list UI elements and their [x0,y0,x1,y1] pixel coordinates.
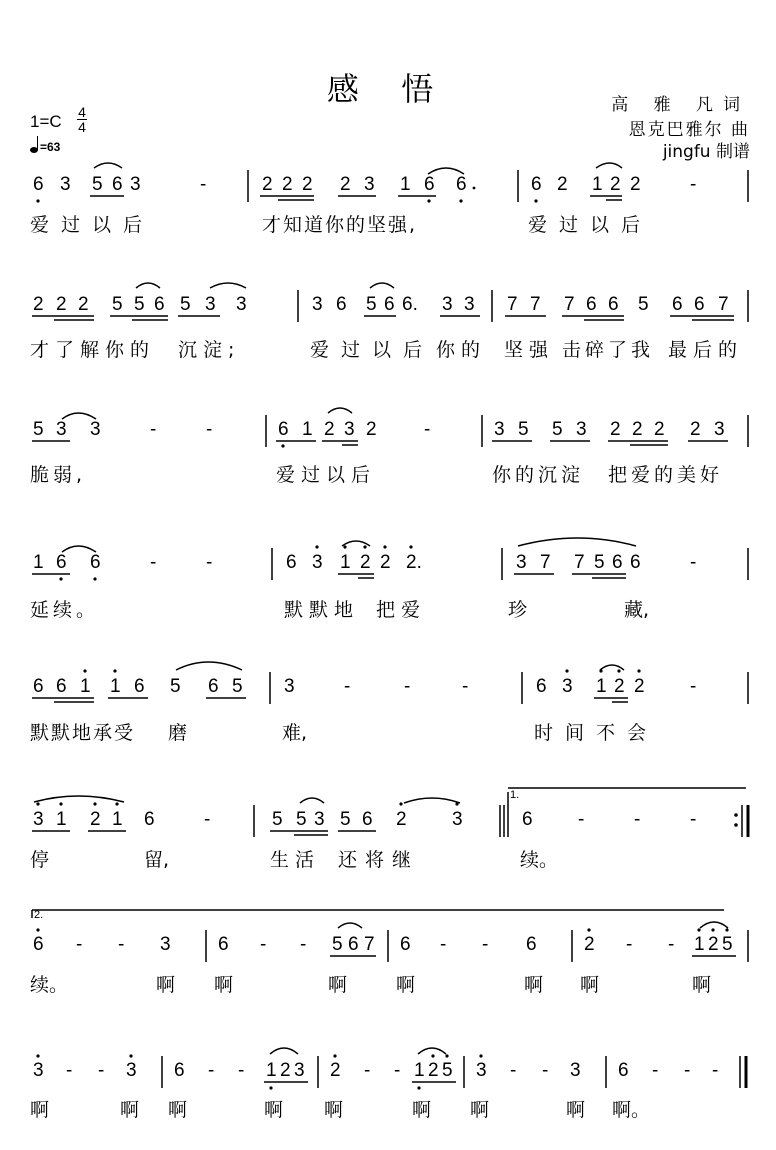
svg-text:-: - [344,676,351,697]
lyric: 啊 [580,974,600,996]
svg-text:-: - [150,552,157,573]
svg-text:2: 2 [78,294,89,315]
svg-text:6: 6 [56,552,67,573]
svg-text:-: - [300,934,307,955]
lyrics-line-1 [0,210,776,240]
svg-text:-: - [118,934,125,955]
svg-text:5: 5 [180,294,191,315]
svg-text:2: 2 [396,809,407,830]
svg-text:6: 6 [33,676,44,697]
svg-text:2: 2 [708,934,719,955]
svg-text:5: 5 [594,552,605,573]
lyric: 脆弱, [30,464,87,486]
svg-text:1: 1 [414,1060,425,1081]
svg-text:-: - [394,1060,401,1081]
svg-text:6: 6 [33,934,44,955]
lyric: 还将继 [338,849,420,871]
svg-text:3: 3 [284,676,295,697]
svg-text:5: 5 [518,419,529,440]
svg-text:-: - [684,1060,691,1081]
lyric: 爱过以后 [528,214,653,236]
svg-text:2: 2 [360,552,371,573]
svg-text:3: 3 [476,1060,487,1081]
lyric: 难, [282,722,308,744]
svg-text:3: 3 [562,676,573,697]
lyric: 击碎了我 [562,339,655,361]
composer-credit: 恩克巴雅尔 曲 [628,120,750,140]
time-signature-top: 4 [78,104,86,120]
lyrics-line-7 [0,970,776,1000]
svg-text:-: - [690,174,697,195]
time-signature-bottom: 4 [78,119,86,135]
svg-text:6: 6 [154,294,165,315]
lyric: 啊 [214,974,234,996]
svg-text:6: 6 [362,809,373,830]
svg-text:7: 7 [564,294,575,315]
svg-text:1: 1 [302,419,313,440]
svg-text:3: 3 [126,1060,137,1081]
svg-text:-: - [98,1060,105,1081]
svg-text:6: 6 [144,809,155,830]
score-line-2 [0,280,776,325]
svg-text:2: 2 [366,419,377,440]
svg-text:-: - [634,809,641,830]
svg-text:1: 1 [340,552,351,573]
svg-text:-: - [482,934,489,955]
svg-text:1: 1 [112,809,123,830]
svg-text:5: 5 [366,294,377,315]
svg-text:3: 3 [90,419,101,440]
svg-text:5: 5 [552,419,563,440]
svg-text:-: - [440,934,447,955]
svg-text:-: - [542,1060,549,1081]
svg-text:5: 5 [722,934,733,955]
svg-text:-: - [690,809,697,830]
score-line-7 [0,910,776,958]
lyric: 啊 [566,1099,586,1121]
svg-text:2: 2 [630,174,641,195]
svg-text:-: - [66,1060,73,1081]
svg-text:-: - [578,809,585,830]
svg-text:3: 3 [33,1060,44,1081]
quarter-note-icon [30,147,38,153]
key-signature: 1=C [30,112,62,131]
lyric: 爱过以后 [310,339,435,361]
lyric: 爱过以后 [276,464,377,486]
svg-text:6: 6 [400,934,411,955]
lyrics-line-2 [0,335,776,365]
svg-text:2: 2 [654,419,665,440]
tempo-value: =63 [40,140,61,154]
svg-text:2: 2 [380,552,391,573]
lyric: 啊 [470,1099,490,1121]
svg-text:6: 6 [694,294,705,315]
svg-text:6: 6 [630,552,641,573]
svg-text:-: - [404,676,411,697]
lyric: 默默地 [284,599,360,621]
lyric: 才了解你的 [30,339,156,361]
lyric: 爱过以后 [30,214,155,236]
svg-text:7: 7 [574,552,585,573]
svg-text:1: 1 [56,809,67,830]
lyric: 啊 [264,1099,284,1121]
svg-text:6: 6 [90,552,101,573]
svg-text:3: 3 [344,419,355,440]
svg-text:3: 3 [56,419,67,440]
svg-text:6: 6 [348,934,359,955]
svg-text:-: - [208,1060,215,1081]
svg-text:6: 6 [531,174,542,195]
svg-text:6: 6 [112,174,123,195]
svg-text:3: 3 [516,552,527,573]
svg-text:2: 2 [33,294,44,315]
svg-text:6: 6 [522,809,533,830]
lyric: 藏, [624,599,650,621]
lyric: 啊 [412,1099,432,1121]
svg-text:-: - [668,934,675,955]
svg-text:5: 5 [134,294,145,315]
svg-text:7: 7 [540,552,551,573]
svg-text:6: 6 [208,676,219,697]
svg-text:2: 2 [610,419,621,440]
svg-text:3: 3 [33,809,44,830]
svg-text:2: 2 [282,174,293,195]
svg-text:5: 5 [442,1060,453,1081]
lyric: 生活 [270,849,321,871]
svg-text:3: 3 [314,809,325,830]
lyric: 啊 [156,974,176,996]
lyric: 啊 [524,974,544,996]
svg-text:2: 2 [56,294,67,315]
svg-text:6: 6 [384,294,395,315]
arranger-credit: jingfu 制谱 [662,142,750,162]
svg-text:5: 5 [232,676,243,697]
svg-text:6: 6 [134,676,145,697]
svg-text:3: 3 [452,809,463,830]
svg-text:3: 3 [130,174,141,195]
svg-text:2: 2 [557,174,568,195]
time-signature [76,105,88,134]
svg-text:5: 5 [638,294,649,315]
svg-text:3: 3 [494,419,505,440]
page-title: 感 悟 [326,70,450,108]
lyric: 停 [30,849,50,871]
lyric: 你的沉淀 [492,464,585,486]
lyric: 延续。 [30,599,100,621]
svg-text:6: 6 [336,294,347,315]
ending-1-label: 1. [510,789,520,801]
svg-text:6: 6 [56,676,67,697]
svg-text:7: 7 [530,294,541,315]
svg-text:5: 5 [340,809,351,830]
lyric: 最后的 [668,339,744,361]
svg-text:6: 6 [672,294,683,315]
lyric: 啊 [30,1099,50,1121]
svg-text:2.: 2. [406,552,422,573]
svg-text:-: - [260,934,267,955]
svg-text:6: 6 [33,174,44,195]
svg-text:3: 3 [442,294,453,315]
svg-text:1: 1 [110,676,121,697]
svg-text:-: - [626,934,633,955]
svg-text:6: 6 [618,1060,629,1081]
svg-text:7: 7 [364,934,375,955]
score-line-4 [0,538,776,583]
lyric: 把爱的美好 [608,464,724,486]
svg-text:5: 5 [296,809,307,830]
lyric: 啊。 [612,1099,651,1121]
svg-text:2: 2 [584,934,595,955]
svg-text:2: 2 [632,419,643,440]
lyric: 续。 [520,849,559,871]
svg-text:3: 3 [294,1060,305,1081]
svg-text:2: 2 [428,1060,439,1081]
svg-text:6.: 6. [402,294,418,315]
svg-text:1: 1 [694,934,705,955]
svg-text:3: 3 [570,1060,581,1081]
ending-2-label: 2. [34,909,44,921]
svg-text:-: - [364,1060,371,1081]
lyric: 啊 [168,1099,188,1121]
svg-text:3: 3 [312,294,323,315]
svg-text:2: 2 [610,174,621,195]
lyric: 时间不会 [534,722,659,744]
svg-text:-: - [204,809,211,830]
svg-text:2: 2 [280,1060,291,1081]
lyric: 沉淀; [178,339,241,361]
svg-text:3: 3 [236,294,247,315]
svg-text:-: - [690,552,697,573]
score-line-5 [0,662,776,707]
svg-text:2: 2 [324,419,335,440]
svg-text:6: 6 [286,552,297,573]
svg-text:6: 6 [612,552,623,573]
svg-text:5: 5 [170,676,181,697]
svg-text:3: 3 [364,174,375,195]
score-line-6 [0,790,776,835]
lyrics-line-8 [0,1095,776,1125]
svg-text:-: - [510,1060,517,1081]
svg-text:2: 2 [302,174,313,195]
svg-text:7: 7 [718,294,729,315]
lyrics-line-3 [0,460,776,490]
svg-text:3: 3 [60,174,71,195]
svg-text:1: 1 [33,552,44,573]
svg-text:1: 1 [400,174,411,195]
svg-text:5: 5 [92,174,103,195]
lyric: 啊 [396,974,416,996]
svg-text:2: 2 [330,1060,341,1081]
lyric: 啊 [692,974,712,996]
lyric: 珍 [508,599,528,621]
lyrics-line-6 [0,845,776,875]
svg-text:-: - [206,419,213,440]
lyric: 默默地承受 [30,722,136,744]
svg-text:1: 1 [592,174,603,195]
svg-text:5: 5 [112,294,123,315]
svg-text:6: 6 [586,294,597,315]
svg-text:3: 3 [464,294,475,315]
svg-text:7: 7 [507,294,518,315]
svg-text:-: - [238,1060,245,1081]
lyricist-credit: 高 雅 凡词 [611,95,750,115]
lyric: 磨 [168,722,188,744]
svg-text:5: 5 [33,419,44,440]
lyric: 把爱 [376,599,427,621]
svg-text:6: 6 [424,174,435,195]
score-line-1 [0,160,776,205]
svg-text:6: 6 [536,676,547,697]
svg-text:-: - [652,1060,659,1081]
svg-text:6: 6 [526,934,537,955]
svg-text:3: 3 [312,552,323,573]
tempo-mark [30,140,60,154]
lyric: 续。 [30,974,69,996]
score-line-3 [0,405,776,450]
svg-text:-: - [690,676,697,697]
svg-text:2: 2 [90,809,101,830]
svg-text:2: 2 [262,174,273,195]
svg-text:3: 3 [160,934,171,955]
lyric: 啊 [120,1099,140,1121]
lyric: 留, [144,849,170,871]
svg-text:2: 2 [340,174,351,195]
svg-text:2: 2 [614,676,625,697]
svg-text:5: 5 [332,934,343,955]
lyric: 坚强 [504,339,555,361]
svg-text:1: 1 [266,1060,277,1081]
svg-text:6: 6 [456,174,467,195]
svg-text:1: 1 [596,676,607,697]
svg-text:6: 6 [278,419,289,440]
lyric: 你的 [436,339,487,361]
svg-text:-: - [462,676,469,697]
lyric: 啊 [328,974,348,996]
score-line-8 [0,1040,776,1088]
svg-text:6: 6 [608,294,619,315]
svg-text:3: 3 [576,419,587,440]
svg-text:2: 2 [634,676,645,697]
svg-text:-: - [150,419,157,440]
svg-text:6: 6 [218,934,229,955]
svg-text:3: 3 [205,294,216,315]
svg-text:1: 1 [80,676,91,697]
lyric: 啊 [324,1099,344,1121]
svg-text:-: - [424,419,431,440]
svg-text:-: - [206,552,213,573]
svg-text:-: - [76,934,83,955]
lyric: 才知道你的坚强, [262,214,418,236]
svg-text:2: 2 [690,419,701,440]
lyrics-line-4 [0,595,776,625]
lyrics-line-5 [0,718,776,748]
svg-text:5: 5 [272,809,283,830]
svg-text:-: - [200,174,207,195]
svg-text:6: 6 [174,1060,185,1081]
svg-text:3: 3 [714,419,725,440]
svg-text:-: - [712,1060,719,1081]
